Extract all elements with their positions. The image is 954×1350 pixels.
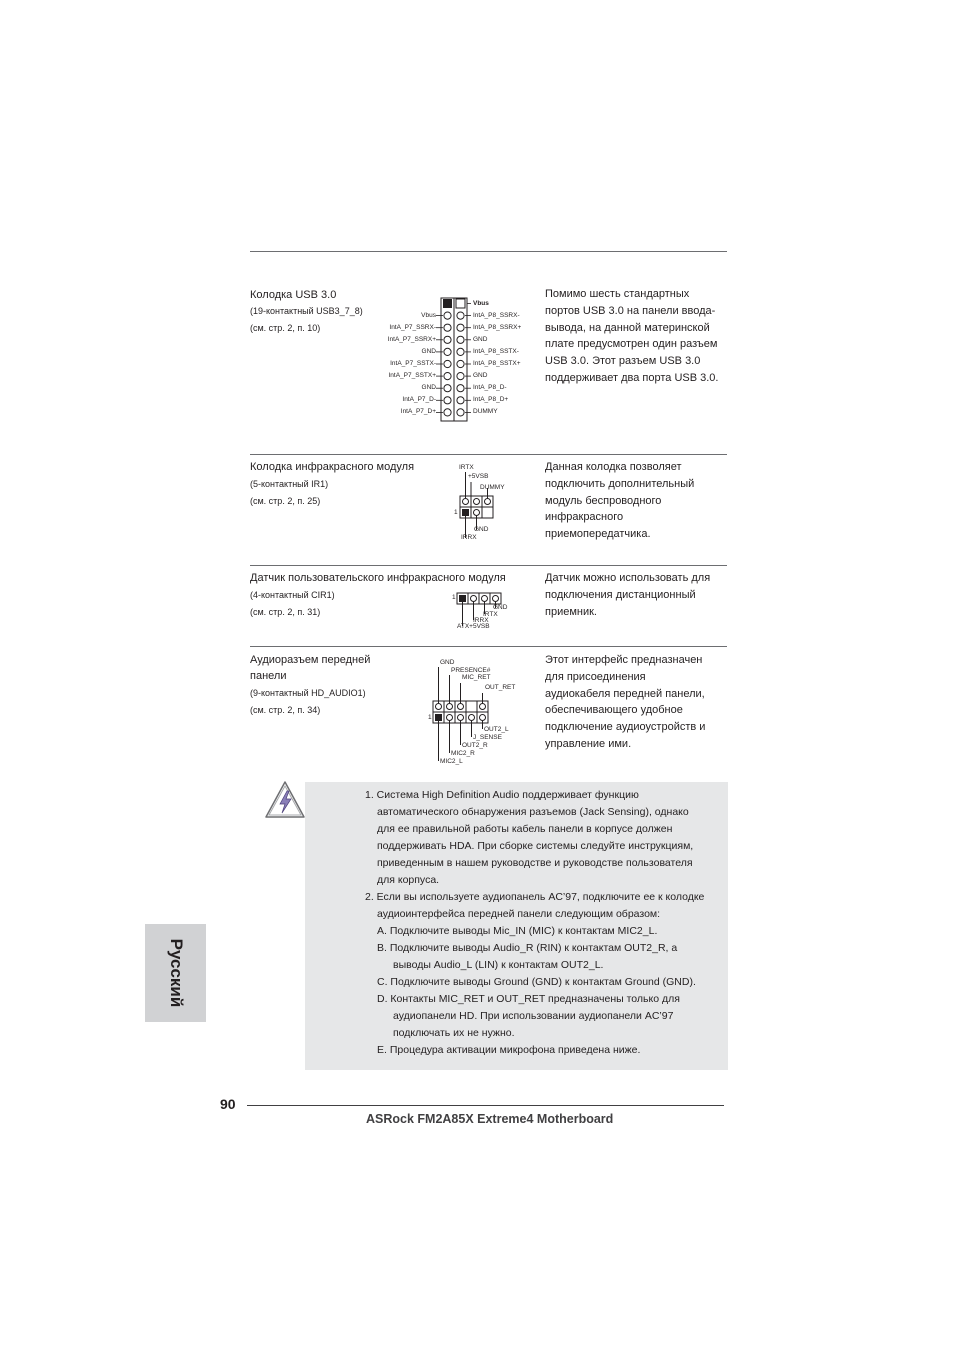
audio-label-presence: PRESENCE# [451,667,491,674]
audio-label-out-ret: OUT_RET [485,684,516,691]
cir-label-gnd: GND [493,604,508,611]
cir-label-irtx: IRTX [483,611,498,618]
notes-list [365,787,704,1059]
usb3-header-diagram [374,296,544,424]
audio-label-mic2-l: MIC2_L [440,758,463,765]
ir-description: Данная колодка позволяет подключить дополнительный модуль беспроводного инфракрасного приемопередатчика. [545,461,695,541]
usb3-right-pin [457,360,464,367]
usb3-ref: (см. стр. 2, п. 10) [250,323,321,333]
note-line: A. Подключите выводы Mic_IN (MIC) к контактам MIC2_L. [377,925,658,937]
note-line: аудиопанели HD. При использовании аудиопанели AC’97 [393,1010,674,1022]
usb3-left-pin [444,312,451,319]
warning-icon [264,780,306,820]
usb3-right-pin [457,397,464,404]
usb3-spec: (19-контактный USB3_7_8) [250,306,363,316]
usb3-right-pin-label: DUMMY [473,408,498,416]
usb3-right-pin-label: IntA_P8_SSRX- [473,311,520,319]
ir-header-diagram [452,462,522,542]
cir-label-atx: ATX+5VSB [457,623,490,630]
note-line: E. Процедура активации микрофона приведена ниже. [377,1044,641,1056]
usb3-left-pin [444,373,451,380]
ir-label-vsb: +5VSB [468,473,489,480]
ir-spec: (5-контактный IR1) [250,479,329,489]
audio-label-one: 1 [428,714,432,721]
audio-description: Этот интерфейс предназначен для присоединения аудиокабеля передней панели, обеспечивающего удобное подключение аудиоустройств и управление ими. [545,654,706,750]
usb3-left-pin-label: IntA_P7_SSTX+ [388,372,436,380]
usb3-right-pin [457,385,464,392]
ir-label-irrx: IRRX [461,534,477,541]
cir-title: Датчик пользовательского инфракрасного модуля [250,572,506,584]
audio-label-gnd: GND [440,659,455,666]
section-divider [250,565,727,566]
usb3-right-pin [457,336,464,343]
section-divider [250,646,727,647]
audio-label-mic2-r: MIC2_R [451,750,475,757]
footer-rule [247,1105,724,1106]
ir-ref: (см. стр. 2, п. 25) [250,496,321,506]
section-divider [250,454,727,455]
usb3-left-pin-label: IntA_P7_D+ [400,408,436,416]
usb3-left-pin [444,385,451,392]
usb3-left-pin [444,409,451,416]
audio-label-out2-r: OUT2_R [462,742,488,749]
note-line: B. Подключите выводы Audio_R (RIN) к контактам OUT2_R, а [377,942,678,954]
usb3-left-pin-label: IntA_P7_SSRX- [389,323,436,331]
usb3-right-pin-label: IntA_P8_D+ [473,396,509,404]
language-tab-label: Русский [166,938,186,1008]
audio-ref: (см. стр. 2, п. 34) [250,705,321,715]
ir-label-irtx: IRTX [459,464,474,471]
usb3-left-pin-label: GND [421,347,436,355]
audio-label-out2-l: OUT2_L [484,726,509,733]
ir-label-dummy: DUMMY [480,484,505,491]
usb3-right-pin-label: IntA_P8_SSRX+ [473,323,522,331]
usb3-left-pin-label: Vbus [421,311,436,319]
note-line: C. Подключите выводы Ground (GND) к контактам Ground (GND). [377,976,696,988]
usb3-description: Помимо шесть стандартных портов USB 3.0 на панели ввода- вывода, на данной материнской плате предусмотрен один разъем USB 3.0. Этот разъем USB 3.0 поддерживает два порта USB 3.0. [545,288,719,384]
footer-title: ASRock FM2A85X Extreme4 Motherboard [366,1112,614,1126]
audio-spec: (9-контактный HD_AUDIO1) [250,688,366,698]
usb3-left-pin-label: IntA_P7_SSTX- [390,360,436,367]
usb3-right-pin [457,324,464,331]
usb3-title: Колодка USB 3.0 [250,289,337,301]
note-line: для ее правильной работы кабель панели в корпусе должен [377,823,673,835]
note-line: 1. Система High Definition Audio поддерживает функцию [365,789,639,801]
usb3-left-pin-label: IntA_P7_D- [402,396,436,404]
note-line: поддерживать HDA. При сборке системы следуйте инструкциям, [377,840,694,852]
top-rule [250,251,727,252]
cir-header-diagram [452,590,522,635]
usb3-left-pin [444,348,451,355]
audio-label-j-sense: J_SENSE [473,734,502,741]
cir-label-one: 1 [452,594,456,601]
ir-title: Колодка инфракрасного модуля [250,461,415,473]
cir-ref: (см. стр. 2, п. 31) [250,607,321,617]
language-tab [145,924,206,1022]
usb3-right-pin [457,348,464,355]
usb3-left-pin-label: IntA_P7_SSRX+ [387,335,436,343]
note-line: для корпуса. [377,874,440,886]
note-line: D. Контакты MIC_RET и OUT_RET предназначены только для [377,993,680,1005]
usb3-left-pin [444,397,451,404]
note-line: аудиоинтерфейса передней панели следующим образом: [377,908,661,920]
note-line: автоматического обнаружения разъемов (Jack Sensing), однако [377,806,689,818]
cir-spec: (4-контактный CIR1) [250,590,335,600]
usb3-right-pin [457,312,464,319]
usb3-left-pin [444,336,451,343]
ir-label-gnd: GND [474,526,489,533]
usb3-right-pin-label: IntA_P8_SSTX+ [473,360,521,367]
note-line: подключать их не нужно. [393,1027,515,1039]
usb3-right-pin-label: Vbus [473,299,489,307]
usb3-right-pin-label: GND [473,372,488,380]
page-number: 90 [220,1096,236,1112]
usb3-pin1-marker [443,299,452,308]
note-line: приведенным в нашем руководстве и руководстве пользователя [377,857,693,869]
usb3-right-pin-label: GND [473,335,488,343]
usb3-right-pin-label: IntA_P8_SSTX- [473,347,519,355]
audio-label-mic-ret: MIC_RET [462,674,491,681]
ir-label-one: 1 [454,509,458,516]
cir-label-irrx: IRRX [473,617,489,624]
usb3-left-pin [444,324,451,331]
note-line: 2. Если вы используете аудиопанель AC’97, подключите ее к колодке [365,891,705,903]
audio-title: Аудиоразъем передней панели [250,654,371,682]
note-line: выводы Audio_L (LIN) к контактам OUT2_L. [393,959,604,971]
audio-header-diagram [428,657,528,772]
usb3-right-pin [457,409,464,416]
usb3-left-pin [444,360,451,367]
usb3-left-pin-label: GND [421,384,436,392]
cir-description: Датчик можно использовать для подключения дистанционный приемник. [545,572,711,618]
usb3-right-pin-label: IntA_P8_D- [473,384,507,392]
usb3-right-pin [457,373,464,380]
